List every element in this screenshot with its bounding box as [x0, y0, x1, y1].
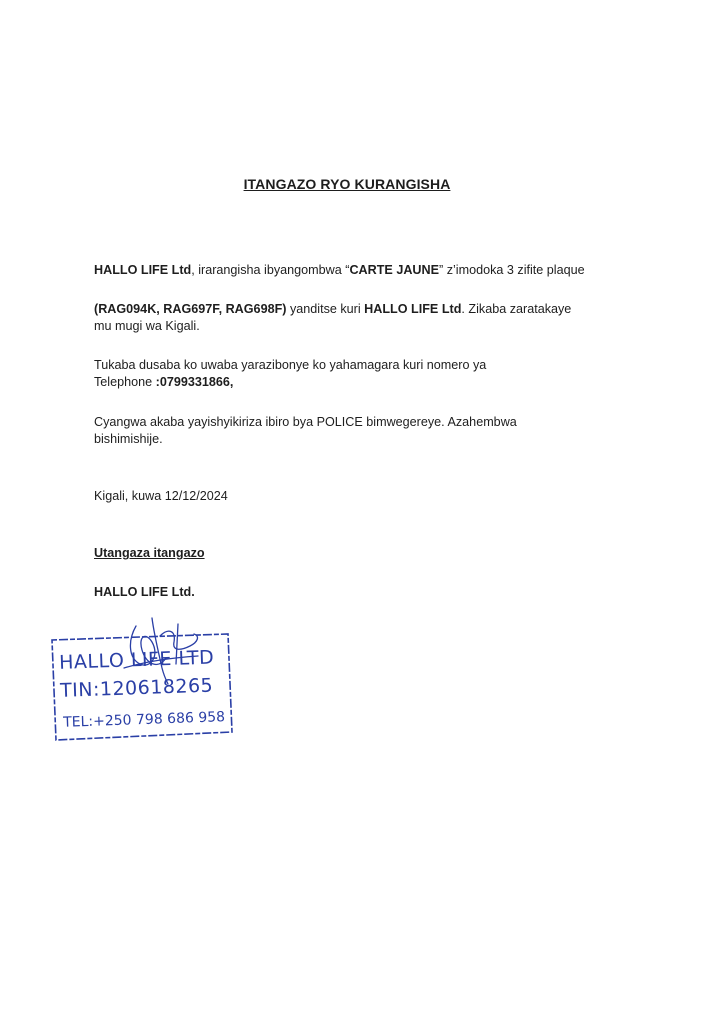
plate-numbers: (RAG094K, RAG697F, RAG698F)	[94, 302, 287, 316]
paragraph-1-line-3: mu mugi wa Kigali.	[94, 319, 200, 333]
paragraph-1-line-1: HALLO LIFE Ltd, irarangisha ibyangombwa “CARTE JAUNE” z’imodoka 3 zifite plaque	[94, 263, 585, 277]
signatory-name: HALLO LIFE Ltd.	[94, 585, 195, 599]
paragraph-3-line-2: bishimishije.	[94, 432, 163, 446]
company-name: HALLO LIFE Ltd	[94, 263, 192, 277]
date-line: Kigali, kuwa 12/12/2024	[94, 489, 228, 503]
signature-heading: Utangaza itangazo	[94, 546, 205, 560]
paragraph-1-line-2: (RAG094K, RAG697F, RAG698F) yanditse kuri HALLO LIFE Ltd. Zikaba zaratakaye	[94, 302, 572, 316]
paragraph-2-line-2: Telephone :0799331866,	[94, 375, 234, 389]
paragraph-3-line-1: Cyangwa akaba yayishyikiriza ibiro bya POLICE bimwegereye. Azahembwa	[94, 415, 517, 429]
stamp-line-1: HALLO LIFE LTD	[58, 646, 215, 674]
stamp-graphic	[48, 606, 238, 746]
phone-number: :0799331866,	[155, 375, 234, 389]
company-name-2: HALLO LIFE Ltd	[364, 302, 462, 316]
document-title: ITANGAZO RYO KURANGISHA	[243, 176, 451, 192]
company-stamp	[48, 606, 238, 746]
stamp-line-2: TIN:120618265	[59, 674, 214, 702]
stamp-line-3: TEL:+250 798 686 958	[62, 709, 226, 731]
document-type: CARTE JAUNE	[349, 263, 440, 277]
paragraph-2-line-1: Tukaba dusaba ko uwaba yarazibonye ko yahamagara kuri nomero ya	[94, 358, 487, 372]
